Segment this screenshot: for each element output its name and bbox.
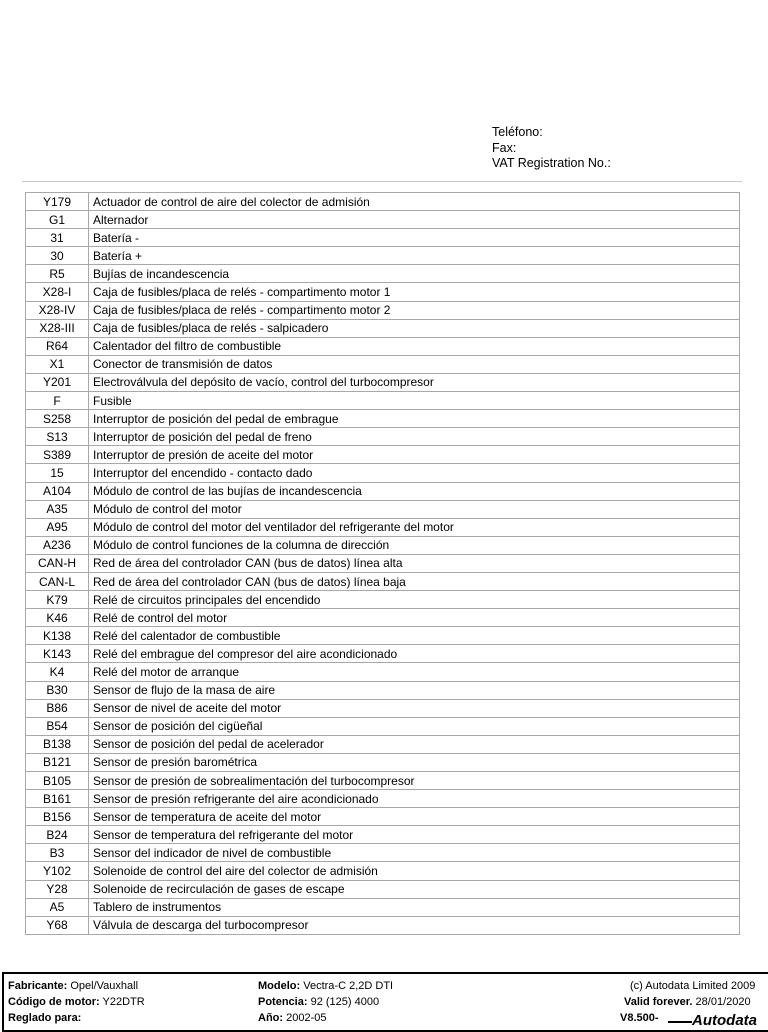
component-code: B121 xyxy=(26,753,89,771)
legend-row xyxy=(26,645,740,663)
component-code: B3 xyxy=(26,844,89,862)
component-code: K46 xyxy=(26,609,89,627)
component-code: S389 xyxy=(26,446,89,464)
legend-body xyxy=(26,193,740,935)
component-code: CAN-H xyxy=(26,554,89,572)
component-code: G1 xyxy=(26,211,89,229)
legend-row xyxy=(26,717,740,735)
component-description: Interruptor del encendido - contacto dado xyxy=(89,464,740,482)
version: V8.500- xyxy=(620,1012,659,1024)
year-label: Año: xyxy=(258,1012,284,1024)
legend-row xyxy=(26,410,740,428)
model-value: Vectra-C 2,2D DTI xyxy=(303,980,394,992)
copyright: (c) Autodata Limited 2009 xyxy=(630,980,756,992)
component-description: Interruptor de posición del pedal de embrague xyxy=(89,410,740,428)
valid-label: Valid forever. xyxy=(624,996,693,1008)
component-description: Relé del motor de arranque xyxy=(89,663,740,681)
component-description: Sensor de temperatura del refrigerante del motor xyxy=(89,826,740,844)
component-description: Relé de circuitos principales del encendido xyxy=(89,591,740,609)
component-code: K4 xyxy=(26,663,89,681)
component-description: Módulo de control de las bujías de incandescencia xyxy=(89,482,740,500)
component-description: Alternador xyxy=(89,211,740,229)
component-description: Tablero de instrumentos xyxy=(89,898,740,916)
component-description: Red de área del controlador CAN (bus de datos) línea baja xyxy=(89,572,740,590)
component-description: Actuador de control de aire del colector de admisión xyxy=(89,193,740,211)
component-code: X28-IV xyxy=(26,301,89,319)
autodata-logo: Autodata xyxy=(692,1012,757,1029)
component-code: B105 xyxy=(26,772,89,790)
component-code: X28-I xyxy=(26,283,89,301)
component-code: A95 xyxy=(26,518,89,536)
legend-row xyxy=(26,482,740,500)
legend-row xyxy=(26,699,740,717)
legend-row xyxy=(26,844,740,862)
component-description: Módulo de control del motor del ventilador del refrigerante del motor xyxy=(89,518,740,536)
component-description: Red de área del controlador CAN (bus de datos) línea alta xyxy=(89,554,740,572)
component-code: F xyxy=(26,392,89,410)
component-description: Módulo de control del motor xyxy=(89,500,740,518)
component-description: Sensor del indicador de nivel de combustible xyxy=(89,844,740,862)
component-code: X28-III xyxy=(26,319,89,337)
component-description: Solenoide de recirculación de gases de escape xyxy=(89,880,740,898)
component-description: Bujías de incandescencia xyxy=(89,265,740,283)
component-code: Y28 xyxy=(26,880,89,898)
component-description: Conector de transmisión de datos xyxy=(89,355,740,373)
component-code: A35 xyxy=(26,500,89,518)
component-code: R5 xyxy=(26,265,89,283)
component-code: K143 xyxy=(26,645,89,663)
year-value: 2002-05 xyxy=(286,1012,327,1024)
legend-row xyxy=(26,572,740,590)
legend-row xyxy=(26,283,740,301)
component-code: S13 xyxy=(26,428,89,446)
legend-row xyxy=(26,826,740,844)
component-code: A5 xyxy=(26,898,89,916)
component-description: Sensor de presión barométrica xyxy=(89,753,740,771)
component-description: Relé del embrague del compresor del aire acondicionado xyxy=(89,645,740,663)
vat-label: VAT Registration No.: xyxy=(492,156,611,170)
legend-row xyxy=(26,392,740,410)
model-label: Modelo: xyxy=(258,980,301,992)
component-description: Solenoide de control del aire del colector de admisión xyxy=(89,862,740,880)
component-code: X1 xyxy=(26,355,89,373)
component-code: Y179 xyxy=(26,193,89,211)
year xyxy=(258,1012,326,1025)
legend-row xyxy=(26,681,740,699)
component-description: Caja de fusibles/placa de relés - compartimento motor 2 xyxy=(89,301,740,319)
component-code: CAN-L xyxy=(26,572,89,590)
component-code: Y201 xyxy=(26,373,89,391)
date-value: 28/01/2020 xyxy=(695,996,751,1008)
component-code: B86 xyxy=(26,699,89,717)
component-description: Relé de control del motor xyxy=(89,609,740,627)
component-description: Sensor de presión refrigerante del aire acondicionado xyxy=(89,790,740,808)
legend-row xyxy=(26,554,740,572)
legend-row xyxy=(26,518,740,536)
legend-row xyxy=(26,772,740,790)
component-description: Módulo de control funciones de la columna de dirección xyxy=(89,536,740,554)
component-code: 15 xyxy=(26,464,89,482)
legend-row xyxy=(26,265,740,283)
legend-row xyxy=(26,337,740,355)
component-description: Interruptor de presión de aceite del motor xyxy=(89,446,740,464)
legend-row xyxy=(26,609,740,627)
legend-row xyxy=(26,627,740,645)
component-description: Sensor de posición del cigüeñal xyxy=(89,717,740,735)
model xyxy=(258,980,393,993)
legend-row xyxy=(26,355,740,373)
component-code: B24 xyxy=(26,826,89,844)
component-description: Electroválvula del depósito de vacío, control del turbocompresor xyxy=(89,373,740,391)
component-code: S258 xyxy=(26,410,89,428)
manufacturer xyxy=(8,980,138,993)
component-legend-table xyxy=(25,192,740,935)
component-code: A104 xyxy=(26,482,89,500)
legend-row xyxy=(26,464,740,482)
component-description: Sensor de nivel de aceite del motor xyxy=(89,699,740,717)
footer-info-box xyxy=(2,972,768,1032)
component-code: A236 xyxy=(26,536,89,554)
legend-row xyxy=(26,301,740,319)
legend-row xyxy=(26,790,740,808)
component-description: Sensor de temperatura de aceite del motor xyxy=(89,808,740,826)
component-description: Válvula de descarga del turbocompresor xyxy=(89,916,740,934)
legend-row xyxy=(26,880,740,898)
component-code: Y68 xyxy=(26,916,89,934)
manufacturer-value: Opel/Vauxhall xyxy=(70,980,139,992)
header-divider xyxy=(22,181,742,182)
component-description: Sensor de presión de sobrealimentación del turbocompresor xyxy=(89,772,740,790)
manufacturer-label: Fabricante: xyxy=(8,980,68,992)
adjusted-label: Reglado para: xyxy=(8,1012,82,1024)
component-code: K79 xyxy=(26,591,89,609)
component-description: Calentador del filtro de combustible xyxy=(89,337,740,355)
legend-row xyxy=(26,898,740,916)
component-description: Caja de fusibles/placa de relés - compartimento motor 1 xyxy=(89,283,740,301)
power xyxy=(258,996,379,1009)
component-description: Fusible xyxy=(89,392,740,410)
component-description: Sensor de posición del pedal de acelerador xyxy=(89,735,740,753)
legend-row xyxy=(26,373,740,391)
legend-row xyxy=(26,229,740,247)
component-description: Caja de fusibles/placa de relés - salpicadero xyxy=(89,319,740,337)
component-description: Sensor de flujo de la masa de aire xyxy=(89,681,740,699)
component-description: Relé del calentador de combustible xyxy=(89,627,740,645)
legend-row xyxy=(26,536,740,554)
component-code: B30 xyxy=(26,681,89,699)
legend-row xyxy=(26,428,740,446)
legend-row xyxy=(26,193,740,211)
legend-row xyxy=(26,591,740,609)
component-code: B54 xyxy=(26,717,89,735)
component-code: 30 xyxy=(26,247,89,265)
adjusted-for xyxy=(8,1012,81,1025)
component-code: B161 xyxy=(26,790,89,808)
legend-row xyxy=(26,753,740,771)
legend-row xyxy=(26,916,740,934)
legend-row xyxy=(26,500,740,518)
engine-code xyxy=(8,996,145,1009)
legend-row xyxy=(26,663,740,681)
component-code: B156 xyxy=(26,808,89,826)
phone-label: Teléfono: xyxy=(492,125,543,139)
legend-row xyxy=(26,446,740,464)
component-description: Batería + xyxy=(89,247,740,265)
component-code: B138 xyxy=(26,735,89,753)
legend-row xyxy=(26,211,740,229)
component-description: Batería - xyxy=(89,229,740,247)
legend-row xyxy=(26,319,740,337)
legend-row xyxy=(26,808,740,826)
fax-label: Fax: xyxy=(492,140,517,155)
engine-code-value: Y22DTR xyxy=(102,996,145,1008)
component-description: Interruptor de posición del pedal de freno xyxy=(89,428,740,446)
legend-row xyxy=(26,735,740,753)
brand-line xyxy=(668,1021,692,1023)
legend-row xyxy=(26,862,740,880)
component-code: Y102 xyxy=(26,862,89,880)
power-value: 92 (125) 4000 xyxy=(310,996,380,1008)
component-code: K138 xyxy=(26,627,89,645)
component-code: 31 xyxy=(26,229,89,247)
component-code: R64 xyxy=(26,337,89,355)
contact-info xyxy=(492,125,611,172)
legend-row xyxy=(26,247,740,265)
power-label: Potencia: xyxy=(258,996,308,1008)
engine-code-label: Código de motor: xyxy=(8,996,100,1008)
validity xyxy=(624,996,751,1009)
